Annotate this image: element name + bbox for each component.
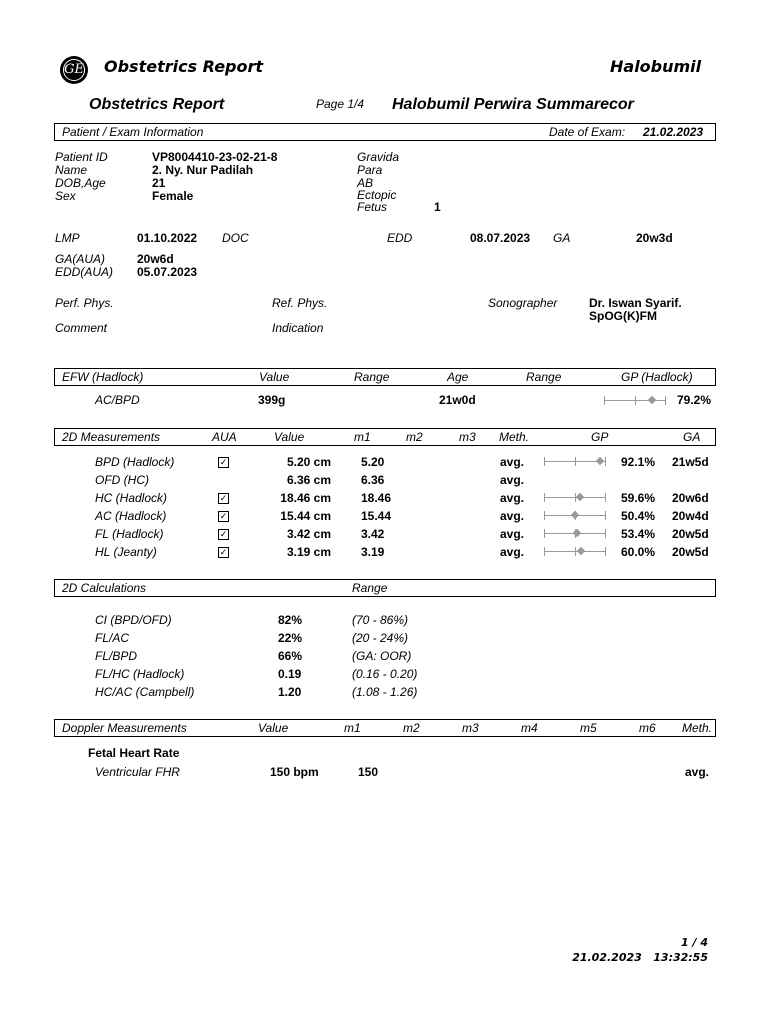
ectopic-label: Ectopic <box>357 188 397 202</box>
edd-label: EDD <box>387 231 413 245</box>
efw-row-gp: 79.2% <box>677 393 712 407</box>
footer-timestamp: 21.02.2023 13:32:55 <box>572 951 708 964</box>
doppler-row-name: Ventricular FHR <box>95 765 180 779</box>
sex-value: Female <box>152 189 194 203</box>
meas-row-name: HC (Hadlock) <box>95 491 168 505</box>
header-title: Obstetrics Report <box>104 57 264 76</box>
calc-row-range: (20 - 24%) <box>352 631 409 645</box>
meas-row-value: 3.42 cm <box>286 527 331 541</box>
ge-logo-icon: GE <box>60 56 88 84</box>
calc-row-range: (1.08 - 1.26) <box>352 685 418 699</box>
calc-row-value: 22% <box>278 631 303 645</box>
patient-name-value: 2. Ny. Nur Padilah <box>152 163 254 177</box>
meas2d-col-name: 2D Measurements <box>62 430 161 444</box>
indication-label: Indication <box>272 321 324 335</box>
calc-row-name: FL/HC (Hadlock) <box>95 667 185 681</box>
meas-row-ga: 21w5d <box>672 455 709 469</box>
dob-value: 21 <box>152 176 166 190</box>
ga-aua-label: GA(AUA) <box>55 252 106 266</box>
doppler-col-m3: m3 <box>462 721 479 735</box>
gauge-tick <box>575 547 576 556</box>
comment-label: Comment <box>55 321 108 335</box>
meas2d-header <box>54 428 716 446</box>
meas-row-value: 15.44 cm <box>280 509 331 523</box>
meas2d-col-meth: Meth. <box>499 430 530 444</box>
meas-row-name: BPD (Hadlock) <box>95 455 175 469</box>
gauge-tick <box>605 529 606 538</box>
calc-row-range: (70 - 86%) <box>352 613 409 627</box>
doppler-col-meth: Meth. <box>682 721 713 735</box>
meas2d-col-value: Value <box>274 430 305 444</box>
doppler-col-m4: m4 <box>521 721 538 735</box>
edd-aua-value: 05.07.2023 <box>137 265 198 279</box>
doppler-col-m5: m5 <box>580 721 597 735</box>
edd-aua-label: EDD(AUA) <box>55 265 114 279</box>
facility-full-name: Halobumil Perwira Summarecor <box>392 96 634 113</box>
meas-row-ga: 20w5d <box>672 545 709 559</box>
efw-col-age: Age <box>447 370 469 384</box>
gauge-tick <box>604 396 605 405</box>
meas-gp-gauge <box>544 510 606 521</box>
meas-row-ga: 20w5d <box>672 527 709 541</box>
efw-col-range: Range <box>354 370 390 384</box>
meas-row-gp: 60.0% <box>621 545 656 559</box>
meas-row-name: OFD (HC) <box>95 473 149 487</box>
doppler-row-meth: avg. <box>685 765 710 779</box>
sonographer-title: SpOG(K)FM <box>589 309 657 323</box>
aua-checkbox-icon: ✓ <box>219 547 228 557</box>
sex-label: Sex <box>55 189 76 203</box>
calc-row-name: CI (BPD/OFD) <box>95 613 172 627</box>
gauge-tick <box>544 457 545 466</box>
lmp-label: LMP <box>55 231 80 245</box>
doppler-header <box>54 719 716 737</box>
meas-row-name: HL (Jeanty) <box>95 545 157 559</box>
efw-row-age: 21w0d <box>439 393 476 407</box>
doppler-row-m1: 150 <box>358 765 379 779</box>
gauge-marker <box>572 529 580 537</box>
report-title: Obstetrics Report <box>89 96 225 113</box>
efw-col-gp: GP (Hadlock) <box>621 370 693 384</box>
doppler-col-name: Doppler Measurements <box>62 721 187 735</box>
meas-row-m1: 15.44 <box>361 509 392 523</box>
gauge-marker <box>648 396 656 404</box>
calc-row-value: 66% <box>278 649 303 663</box>
meas-row-value: 18.46 cm <box>280 491 331 505</box>
meas-row-m1: 6.36 <box>361 473 385 487</box>
meas-row-ga: 20w4d <box>672 509 709 523</box>
calc-row-name: FL/AC <box>95 631 130 645</box>
meas2d-col-gp: GP <box>591 430 609 444</box>
sonographer-name: Dr. Iswan Syarif. <box>589 296 682 310</box>
gauge-tick <box>544 493 545 502</box>
header-facility: Halobumil <box>610 57 702 76</box>
sonographer-label: Sonographer <box>488 296 558 310</box>
calc-row-name: FL/BPD <box>95 649 138 663</box>
exam-section-label: Patient / Exam Information <box>62 125 204 139</box>
calc-row-value: 0.19 <box>278 667 302 681</box>
para-label: Para <box>357 163 383 177</box>
calc-row-value: 1.20 <box>278 685 302 699</box>
gauge-tick <box>544 529 545 538</box>
aua-checkbox-icon: ✓ <box>219 457 228 467</box>
footer-page: 1 / 4 <box>681 936 708 949</box>
efw-col-value: Value <box>259 370 290 384</box>
date-of-exam-value: 21.02.2023 <box>643 125 704 139</box>
gauge-marker <box>596 457 604 465</box>
doppler-col-m6: m6 <box>639 721 656 735</box>
meas-row-m1: 5.20 <box>361 455 385 469</box>
gauge-tick <box>665 396 666 405</box>
meas-gp-gauge <box>544 456 606 467</box>
efw-col-range2: Range <box>526 370 562 384</box>
meas-row-gp: 59.6% <box>621 491 656 505</box>
efw-header <box>54 368 716 386</box>
meas-gp-gauge <box>544 492 606 503</box>
patient-name-label: Name <box>55 163 88 177</box>
meas-row-name: AC (Hadlock) <box>95 509 167 523</box>
ga-aua-value: 20w6d <box>137 252 174 266</box>
meas-row-value: 6.36 cm <box>286 473 331 487</box>
gravida-label: Gravida <box>357 150 400 164</box>
gauge-tick <box>544 511 545 520</box>
ga-label: GA <box>553 231 571 245</box>
meas2d-col-aua: AUA <box>212 430 237 444</box>
aua-checkbox-icon: ✓ <box>219 529 228 539</box>
calc-row-value: 82% <box>278 613 303 627</box>
meas-row-meth: avg. <box>500 545 525 559</box>
gauge-tick <box>605 547 606 556</box>
meas-row-m1: 3.42 <box>361 527 385 541</box>
meas-row-meth: avg. <box>500 491 525 505</box>
meas-row-gp: 92.1% <box>621 455 656 469</box>
calc2d-col-name: 2D Calculations <box>62 581 147 595</box>
patient-id-label: Patient ID <box>55 150 108 164</box>
fetus-value: 1 <box>434 200 441 214</box>
dob-label: DOB,Age <box>55 176 106 190</box>
gauge-marker <box>576 493 584 501</box>
meas2d-col-m3: m3 <box>459 430 476 444</box>
fetus-label: Fetus <box>357 200 388 214</box>
gauge-tick <box>605 493 606 502</box>
gauge-marker <box>570 511 578 519</box>
page-indicator: Page 1/4 <box>316 97 365 111</box>
meas-row-gp: 50.4% <box>621 509 656 523</box>
ga-value: 20w3d <box>636 231 673 245</box>
ab-label: AB <box>357 176 374 190</box>
ref-phys-label: Ref. Phys. <box>272 296 328 310</box>
gauge-tick <box>575 457 576 466</box>
meas-row-m1: 18.46 <box>361 491 392 505</box>
aua-checkbox-icon: ✓ <box>219 511 228 521</box>
doppler-col-m1: m1 <box>344 721 361 735</box>
calc2d-col-range: Range <box>352 581 388 595</box>
gauge-tick <box>605 457 606 466</box>
meas-row-meth: avg. <box>500 527 525 541</box>
meas-gp-gauge <box>544 528 606 539</box>
gauge-tick <box>635 396 636 405</box>
edd-value: 08.07.2023 <box>470 231 531 245</box>
meas-row-meth: avg. <box>500 455 525 469</box>
gauge-tick <box>544 547 545 556</box>
meas-row-meth: avg. <box>500 509 525 523</box>
efw-row-name: AC/BPD <box>95 393 140 407</box>
exam-info-header <box>54 123 716 141</box>
date-of-exam-label: Date of Exam: <box>549 125 626 139</box>
meas-row-name: FL (Hadlock) <box>95 527 164 541</box>
meas-row-value: 5.20 cm <box>286 455 331 469</box>
meas-row-m1: 3.19 <box>361 545 385 559</box>
meas2d-col-m1: m1 <box>354 430 371 444</box>
doppler-col-value: Value <box>258 721 289 735</box>
calc-row-range: (GA: OOR) <box>352 649 412 663</box>
doppler-group-title: Fetal Heart Rate <box>88 746 180 760</box>
doppler-row-value: 150 bpm <box>270 765 319 779</box>
gauge-tick <box>605 511 606 520</box>
calc-row-name: HC/AC (Campbell) <box>95 685 195 699</box>
meas-row-ga: 20w6d <box>672 491 709 505</box>
aua-checkbox-icon: ✓ <box>219 493 228 503</box>
patient-id-value: VP8004410-23-02-21-8 <box>152 150 278 164</box>
meas-row-gp: 53.4% <box>621 527 656 541</box>
calc-row-range: (0.16 - 0.20) <box>352 667 418 681</box>
meas-row-value: 3.19 cm <box>286 545 331 559</box>
efw-gp-gauge <box>604 395 666 406</box>
perf-phys-label: Perf. Phys. <box>55 296 114 310</box>
efw-col-name: EFW (Hadlock) <box>62 370 144 384</box>
doppler-col-m2: m2 <box>403 721 420 735</box>
gauge-marker <box>576 547 584 555</box>
meas-gp-gauge <box>544 546 606 557</box>
meas2d-col-m2: m2 <box>406 430 423 444</box>
doc-label: DOC <box>222 231 249 245</box>
efw-row-value: 399g <box>258 393 286 407</box>
lmp-value: 01.10.2022 <box>137 231 198 245</box>
meas-row-meth: avg. <box>500 473 525 487</box>
meas2d-col-ga: GA <box>683 430 701 444</box>
calc2d-header <box>54 579 716 597</box>
